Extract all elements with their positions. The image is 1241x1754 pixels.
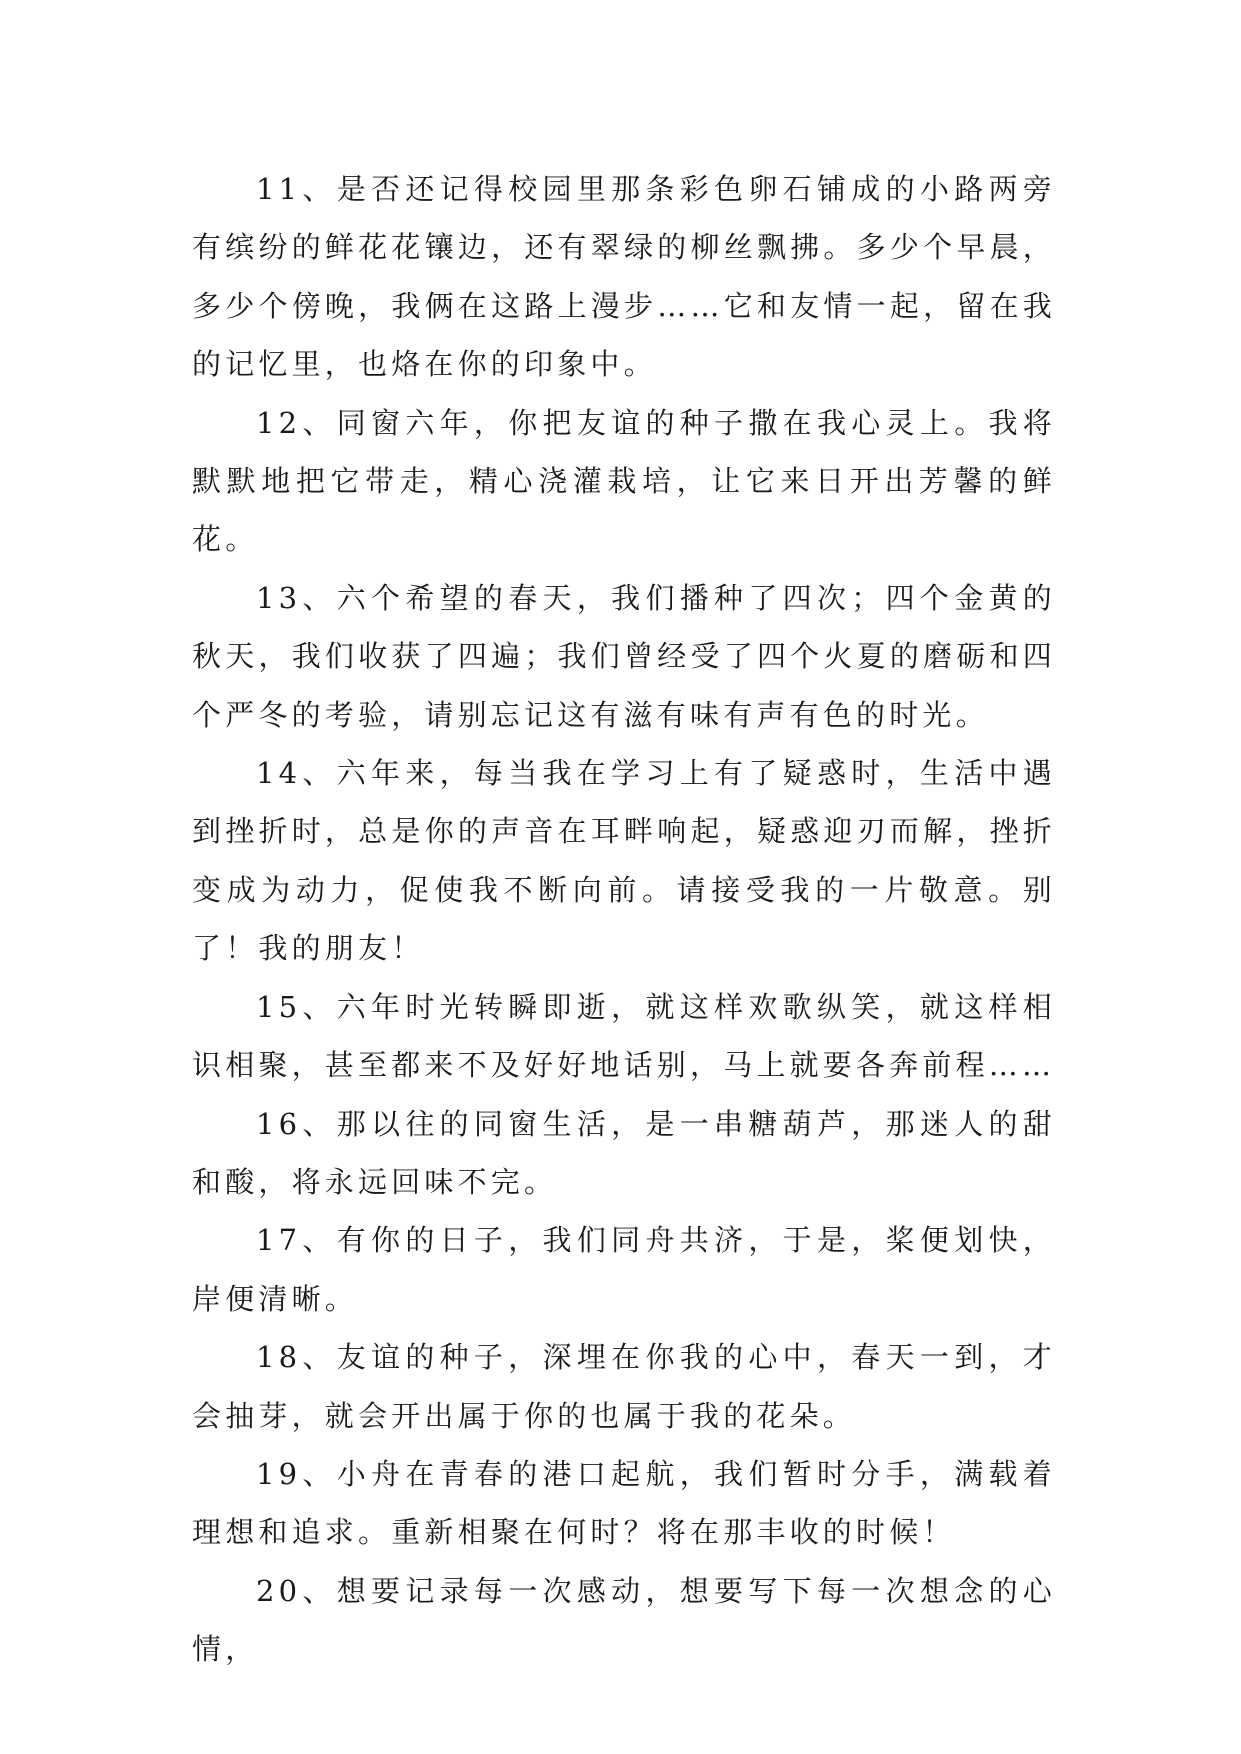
- paragraph-16: 16、那以往的同窗生活，是一串糖葫芦，那迷人的甜和酸，将永远回味不完。: [192, 1106, 1056, 1199]
- paragraph-17: 17、有你的日子，我们同舟共济，于是，桨便划快，岸便清晰。: [192, 1223, 1056, 1316]
- document-body: [192, 160, 1056, 1679]
- paragraph-18: 18、友谊的种子，深埋在你我的心中，春天一到，才会抽芽，就会开出属于你的也属于我的花朵。: [192, 1340, 1056, 1433]
- paragraph-13: 13、六个希望的春天，我们播种了四次；四个金黄的秋天，我们收获了四遍；我们曾经受了四个火夏的磨砺和四个严冬的考验，请别忘记这有滋有味有声有色的时光。: [192, 580, 1056, 732]
- paragraph-15: 15、六年时光转瞬即逝，就这样欢歌纵笑，就这样相识相聚，甚至都来不及好好地话别，马上就要各奔前程……: [192, 989, 1056, 1083]
- paragraph-14: 14、六年来，每当我在学习上有了疑惑时，生活中遇到挫折时，总是你的声音在耳畔响起，疑惑迎刃而解，挫折变成为动力，促使我不断向前。请接受我的一片敬意。别了！我的朋友！: [192, 756, 1056, 966]
- paragraph-11: 11、是否还记得校园里那条彩色卵石铺成的小路两旁有缤纷的鲜花花镶边，还有翠绿的柳丝飘拂。多少个早晨，多少个傍晚，我俩在这路上漫步……它和友情一起，留在我的记忆里，也烙在你的印象中。: [192, 172, 1056, 382]
- paragraph-20: 20、想要记录每一次感动，想要写下每一次想念的心情，: [192, 1573, 1056, 1667]
- paragraph-19: 19、小舟在青春的港口起航，我们暂时分手，满载着理想和追求。重新相聚在何时？将在那丰收的时候！: [192, 1456, 1056, 1550]
- paragraph-12: 12、同窗六年，你把友谊的种子撒在我心灵上。我将默默地把它带走，精心浇灌栽培，让它来日开出芳馨的鲜花。: [192, 405, 1056, 557]
